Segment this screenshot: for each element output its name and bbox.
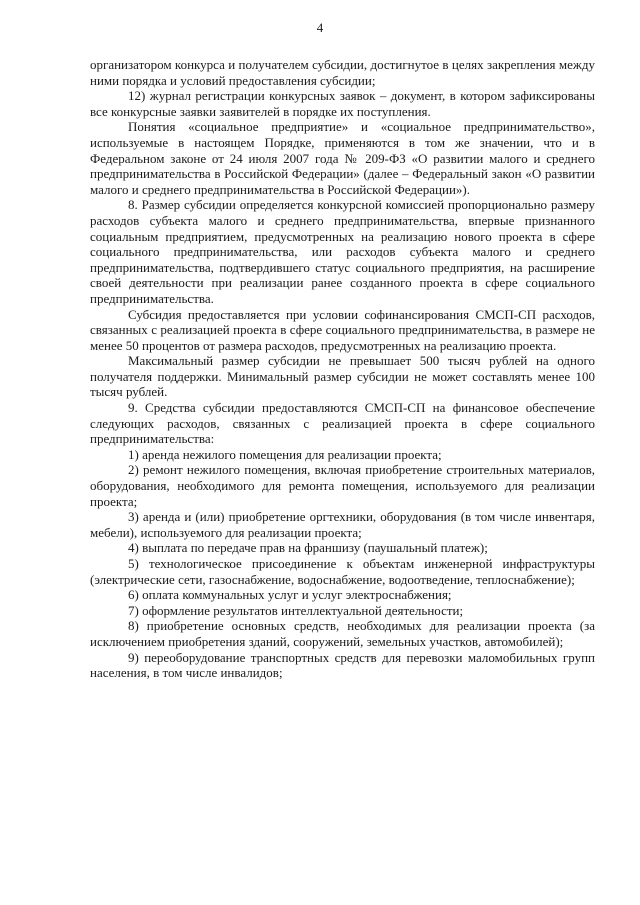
list-item-2: 2) ремонт нежилого помещения, включая приобретение строительных материалов, оборудования, необходимого для ремонта помещения, используемого для реализации проекта; bbox=[90, 462, 595, 509]
list-item-8: 8) приобретение основных средств, необходимых для реализации проекта (за исключением приобретения зданий, сооружений, земельных участков, автомобилей); bbox=[90, 618, 595, 649]
page-number: 4 bbox=[316, 20, 324, 35]
paragraph-max-subsidy: Максимальный размер субсидии не превышает 500 тысяч рублей на одного получателя поддержки. Минимальный размер субсидии не может составлять менее 100 тысяч рублей. bbox=[90, 353, 595, 400]
paragraph-continuation: организатором конкурса и получателем субсидии, достигнутое в целях закрепления между ними порядка и условий предоставления субсидии; bbox=[90, 57, 595, 88]
list-item-7: 7) оформление результатов интеллектуальной деятельности; bbox=[128, 602, 464, 618]
list-item-6: 6) оплата коммунальных услуг и услуг электроснабжения; bbox=[128, 587, 452, 603]
paragraph-cofinancing: Субсидия предоставляется при условии софинансирования СМСП-СП расходов, связанных с реализацией проекта в сфере социального предпринимательства, в размере не менее 50 процентов от размера расходов, предусмотренных на реализацию проекта. bbox=[90, 306, 595, 353]
document-body bbox=[90, 57, 595, 681]
list-item-1: 1) аренда нежилого помещения для реализации проекта; bbox=[128, 446, 442, 462]
list-item-3: 3) аренда и (или) приобретение оргтехники, оборудования (в том числе инвентаря, мебели), используемого для реализации проекта; bbox=[90, 509, 595, 540]
paragraph-clause-9: 9. Средства субсидии предоставляются СМСП-СП на финансовое обеспечение следующих расходов, связанных с реализацией проекта в сфере социального предпринимательства: bbox=[90, 400, 595, 447]
list-item-5: 5) технологическое присоединение к объектам инженерной инфраструктуры (электрические сети, газоснабжение, водоснабжение, водоотведение, теплоснабжение); bbox=[90, 556, 595, 587]
paragraph-item-12: 12) журнал регистрации конкурсных заявок – документ, в котором зафиксированы все конкурсные заявки заявителей в порядке их поступления. bbox=[90, 88, 595, 119]
paragraph-clause-8: 8. Размер субсидии определяется конкурсной комиссией пропорционально размеру расходов субъекта малого и среднего предпринимательства, впервые признанного социальным предприятием, предусмотренных на реализацию нового проекта в сфере социального предпринимательства, или расходов субъекта малого и среднего предпринимательства, подтвердившего статус социального предприятия, на расширение своей деятельности при реализации ранее созданного проекта в сфере социального предпринимательства. bbox=[90, 197, 595, 306]
paragraph-definitions: Понятия «социальное предприятие» и «социальное предпринимательство», используемые в настоящем Порядке, применяются в том же значении, что и в Федеральном законе от 24 июля 2007 года № 209-ФЗ «О развитии малого и среднего предпринимательства в Российской Федерации» (далее – Федеральный закон «О развитии малого и среднего предпринимательства в Российской Федерации»). bbox=[90, 119, 595, 197]
list-item-9: 9) переоборудование транспортных средств для перевозки маломобильных групп населения, в том числе инвалидов; bbox=[90, 649, 595, 681]
list-item-4: 4) выплата по передаче прав на франшизу (паушальный платеж); bbox=[128, 540, 488, 556]
